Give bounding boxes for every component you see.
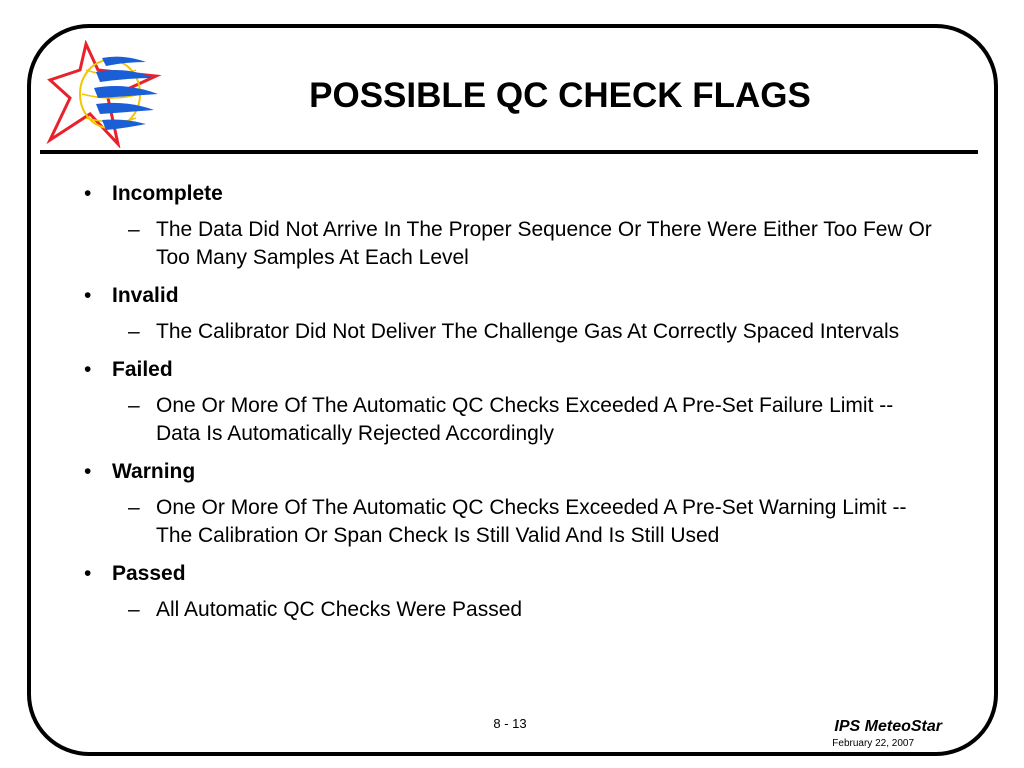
bullet-icon: • [84,182,92,205]
flag-item-invalid [78,282,938,346]
dash-icon: – [128,320,140,343]
swoosh-4 [96,103,154,114]
flag-detail-text: One Or More Of The Automatic QC Checks Exceeded A Pre-Set Warning Limit -- The Calibration Or Span Check Is Still Valid And Is Still Used [156,496,907,547]
flag-detail [78,392,938,448]
dash-icon: – [128,598,140,621]
bullet-icon: • [84,460,92,483]
flag-detail [78,494,938,550]
flag-heading [78,180,938,208]
flag-heading-text: Incomplete [112,182,223,205]
title-divider [40,150,978,154]
flag-detail-text: The Calibrator Did Not Deliver The Challenge Gas At Correctly Spaced Intervals [156,320,900,343]
flag-detail [78,596,938,624]
flag-detail-text: The Data Did Not Arrive In The Proper Sequence Or There Were Either Too Few Or Too Many Samples At Each Level [156,218,932,269]
flag-item-passed [78,560,938,624]
dash-icon: – [128,218,140,241]
flag-item-failed [78,356,938,448]
flag-list [78,180,938,634]
dash-icon: – [128,496,140,519]
bullet-icon: • [84,562,92,585]
flag-heading-text: Invalid [112,284,179,307]
flag-heading [78,560,938,588]
brand-name: IPS MeteoStar [834,718,942,735]
bullet-icon: • [84,284,92,307]
star-globe-logo-icon [46,40,162,148]
slide-date: February 22, 2007 [832,738,914,749]
flag-heading-text: Failed [112,358,173,381]
flag-detail-text: All Automatic QC Checks Were Passed [156,598,523,621]
flag-item-warning [78,458,938,550]
page-number: 8 - 13 [493,716,527,731]
flag-detail [78,318,938,346]
flag-heading [78,356,938,384]
flag-detail [78,216,938,272]
flag-heading-text: Passed [112,562,186,585]
swoosh-3 [94,86,158,98]
flag-heading-text: Warning [112,460,196,483]
dash-icon: – [128,394,140,417]
flag-heading [78,282,938,310]
flag-heading [78,458,938,486]
bullet-icon: • [84,358,92,381]
flag-detail-text: One Or More Of The Automatic QC Checks Exceeded A Pre-Set Failure Limit -- Data Is Automatically Rejected Accordingly [156,394,894,445]
slide-title: POSSIBLE QC CHECK FLAGS [309,76,811,115]
swoosh-5 [102,120,146,131]
flag-item-incomplete [78,180,938,272]
